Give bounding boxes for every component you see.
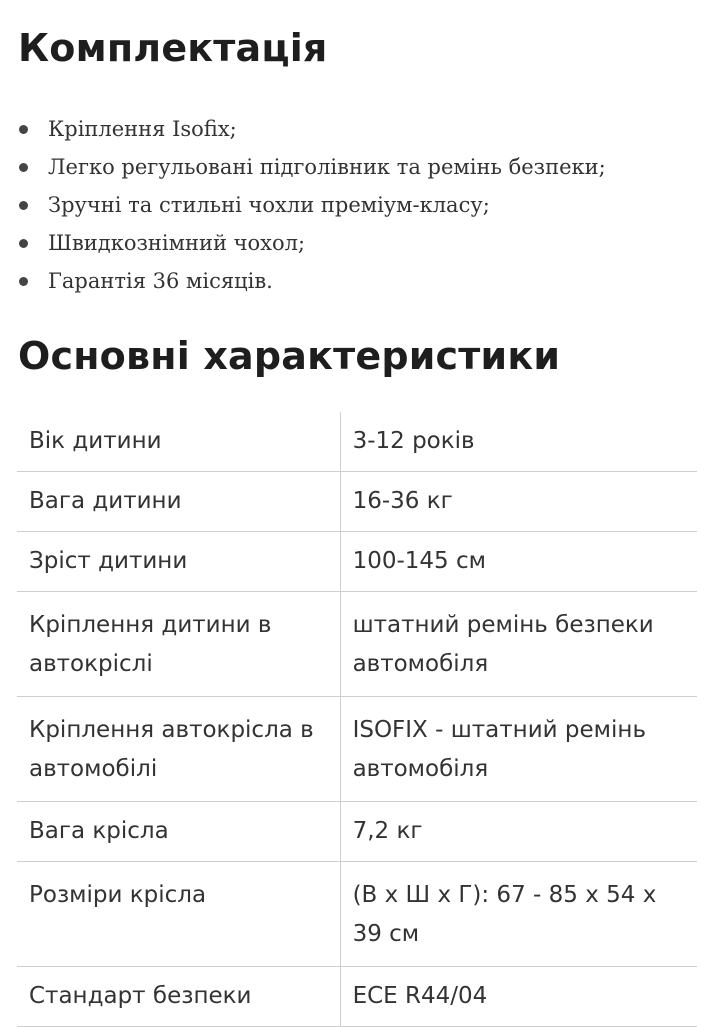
param-cell: Розміри крісла [17,862,340,967]
value-cell: ISOFIX - штатний ремінь автомобіля [340,697,697,802]
param-cell: Кріплення дитини в автокріслі [17,592,340,697]
value-cell: 7,2 кг [340,802,697,862]
bullet-icon [19,125,28,134]
value-cell: 3-12 років [340,412,697,472]
table-row [17,802,697,862]
list-item [0,148,606,186]
list-item-text: Швидкознімний чохол; [48,231,306,255]
list-item [0,186,606,224]
list-item-text: Зручні та стильні чохли преміум-класу; [48,193,490,217]
equipment-title: Комплектація [18,26,328,70]
list-item-text: Гарантія 36 місяців. [48,269,273,293]
bullet-icon [19,201,28,210]
bullet-icon [19,277,28,286]
table-row [17,472,697,532]
bullet-icon [19,239,28,248]
value-cell: ECE R44/04 [340,967,697,1027]
value-cell: (В х Ш х Г): 67 - 85 х 54 х 39 см [340,862,697,967]
list-item [0,262,606,300]
value-cell: штатний ремінь безпеки автомобіля [340,592,697,697]
table-row [17,967,697,1027]
specs-table [17,412,697,1027]
table-row [17,532,697,592]
bullet-icon [19,163,28,172]
table-row [17,697,697,802]
list-item-text: Кріплення Isofix; [48,117,237,141]
param-cell: Кріплення автокрісла в автомобілі [17,697,340,802]
param-cell: Зріст дитини [17,532,340,592]
param-cell: Вага дитини [17,472,340,532]
list-item [0,224,606,262]
value-cell: 16-36 кг [340,472,697,532]
param-cell: Вага крісла [17,802,340,862]
param-cell: Стандарт безпеки [17,967,340,1027]
list-item [0,110,606,148]
equipment-list [0,110,606,300]
table-row [17,592,697,697]
list-item-text: Легко регульовані підголівник та ремінь безпеки; [48,155,606,179]
table-row [17,412,697,472]
param-cell: Вік дитини [17,412,340,472]
specs-table-container [17,412,697,1027]
table-row [17,862,697,967]
specs-title: Основні характеристики [18,334,561,378]
value-cell: 100-145 см [340,532,697,592]
